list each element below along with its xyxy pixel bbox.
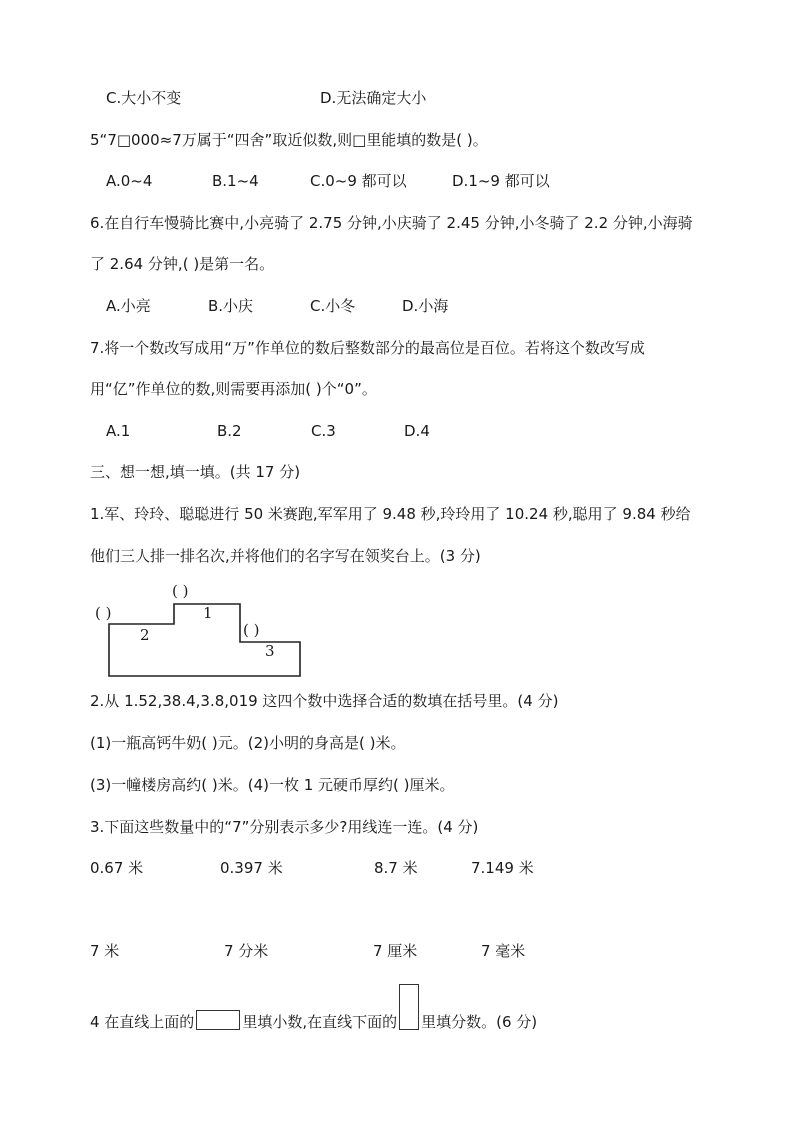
p3-line1: 3.下面这些数量中的“7”分别表示多少?用线连一连。(4 分) <box>90 818 479 836</box>
podium-outline <box>88 578 328 680</box>
q5-option-c: C.0~9 都可以 <box>310 172 407 190</box>
q4-option-d: D.无法确定大小 <box>320 89 427 107</box>
p3-bottom-item[interactable]: 7 米 <box>90 942 120 960</box>
q6-stem-line1: 6.在自行车慢骑比赛中,小亮骑了 2.75 分钟,小庆骑了 2.45 分钟,小冬骑了 2.2 分钟,小海骑 <box>90 214 693 232</box>
p2-line1: 2.从 1.52,38.4,3.8,019 这四个数中选择合适的数填在括号里。(4 分) <box>90 692 559 710</box>
fraction-box-icon <box>399 984 419 1030</box>
p4-line <box>90 984 537 1032</box>
podium-label-3: 3 <box>265 642 275 660</box>
q7-option-d: D.4 <box>404 422 430 440</box>
p2-line3: (3)一幢楼房高约( )米。(4)一枚 1 元硬币厚约( )厘米。 <box>90 776 455 794</box>
p3-top-item[interactable]: 0.67 米 <box>90 859 144 877</box>
p3-bottom-item[interactable]: 7 厘米 <box>373 942 418 960</box>
q7-option-c: C.3 <box>311 422 336 440</box>
p3-bottom-item[interactable]: 7 毫米 <box>481 942 526 960</box>
podium-blank-2[interactable]: ( ) <box>95 604 112 622</box>
podium-blank-3[interactable]: ( ) <box>243 621 260 639</box>
q5-option-b: B.1~4 <box>212 172 259 190</box>
podium-blank-1[interactable]: ( ) <box>172 582 189 600</box>
q5-option-a: A.0~4 <box>106 172 153 190</box>
q6-stem-line2: 了 2.64 分钟,( )是第一名。 <box>90 255 275 273</box>
p4-part1: 4 在直线上面的 <box>90 1013 195 1031</box>
q6-option-a: A.小亮 <box>106 297 151 315</box>
q7-stem-line2: 用“亿”作单位的数,则需要再添加( )个“0”。 <box>90 380 377 398</box>
p1-line2: 他们三人排一排名次,并将他们的名字写在领奖台上。(3 分) <box>90 547 481 565</box>
p4-part2: 里填小数,在直线下面的 <box>242 1013 398 1031</box>
p2-line2: (1)一瓶高钙牛奶( )元。(2)小明的身高是( )米。 <box>90 734 406 752</box>
podium-label-2: 2 <box>140 626 150 644</box>
section-3-title: 三、想一想,填一填。(共 17 分) <box>90 463 301 481</box>
q5-option-d: D.1~9 都可以 <box>452 172 550 190</box>
podium-label-1: 1 <box>203 604 213 622</box>
p3-top-item[interactable]: 8.7 米 <box>374 859 418 877</box>
q7-option-b: B.2 <box>217 422 242 440</box>
q7-option-a: A.1 <box>106 422 131 440</box>
q6-option-d: D.小海 <box>402 297 449 315</box>
q5-stem: 5“7□000≈7万属于“四舍”取近似数,则□里能填的数是( )。 <box>90 131 488 149</box>
decimal-box-icon <box>196 1010 240 1030</box>
q4-option-c: C.大小不变 <box>106 89 182 107</box>
q6-option-b: B.小庆 <box>208 297 254 315</box>
p1-line1: 1.军、玲玲、聪聪进行 50 米赛跑,军军用了 9.48 秒,玲玲用了 10.24 秒,聪用了 9.84 秒给 <box>90 505 691 523</box>
q6-option-c: C.小冬 <box>310 297 356 315</box>
podium-diagram <box>88 578 328 680</box>
q7-stem-line1: 7.将一个数改写成用“万”作单位的数后整数部分的最高位是百位。若将这个数改写成 <box>90 339 645 357</box>
p4-part3: 里填分数。(6 分) <box>421 1013 538 1031</box>
p3-top-item[interactable]: 0.397 米 <box>220 859 283 877</box>
p3-bottom-item[interactable]: 7 分米 <box>224 942 269 960</box>
p3-top-item[interactable]: 7.149 米 <box>471 859 534 877</box>
